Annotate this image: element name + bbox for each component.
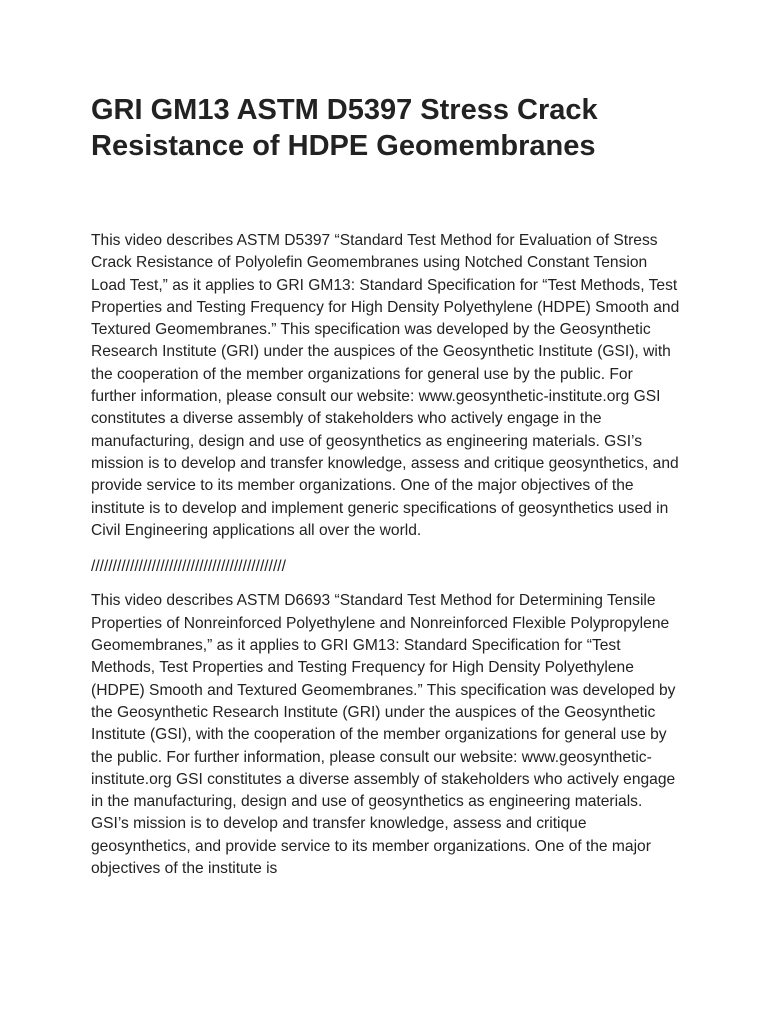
document-title xyxy=(91,92,680,164)
title-line-2: Resistance of HDPE Geomembranes xyxy=(91,130,596,162)
paragraph-astm-d6693: This video describes ASTM D6693 “Standard Test Method for Determining Tensile Properties of Nonreinforced Polyethylene and Nonreinforced Flexible Polypropylene Geomembranes,” as it applies to GRI GM13: Standard Specification for “Test Methods, Test Properties and Testing Frequency for High Density Polyethylene (HDPE) Smooth and Textured Geomembranes.” This specification was developed by the Geosynthetic Research Institute (GRI) under the auspices of the Geosynthetic Institute (GSI), with the cooperation of the member organizations for general use by the public. For further information, please consult our website: www.geosynthetic-institute.org GSI constitutes a diverse assembly of stakeholders who actively engage in the manufacturing, design and use of geosynthetics as engineering materials. GSI’s mission is to develop and transfer knowledge, assess and critique geosynthetics, and provide service to its member organizations. One of the major objectives of the institute is xyxy=(91,592,676,878)
document-body xyxy=(91,230,680,880)
title-line-1: GRI GM13 ASTM D5397 Stress Crack xyxy=(91,94,598,126)
section-divider: ///////////////////////////////////////////// xyxy=(91,558,286,576)
paragraph-astm-d5397: This video describes ASTM D5397 “Standard Test Method for Evaluation of Stress Crack Resistance of Polyolefin Geomembranes using Notched Constant Tension Load Test,” as it applies to GRI GM13: Standard Specification for “Test Methods, Test Properties and Testing Frequency for High Density Polyethylene (HDPE) Smooth and Textured Geomembranes.” This specification was developed by the Geosynthetic Research Institute (GRI) under the auspices of the Geosynthetic Institute (GSI), with the cooperation of the member organizations for general use by the public. For further information, please consult our website: www.geosynthetic-institute.org GSI constitutes a diverse assembly of stakeholders who actively engage in the manufacturing, design and use of geosynthetics as engineering materials. GSI’s mission is to develop and transfer knowledge, assess and critique geosynthetics, and provide service to its member organizations. One of the major objectives of the institute is to develop and implement generic specifications of geosynthetics used in Civil Engineering applications all over the world. xyxy=(91,232,680,539)
